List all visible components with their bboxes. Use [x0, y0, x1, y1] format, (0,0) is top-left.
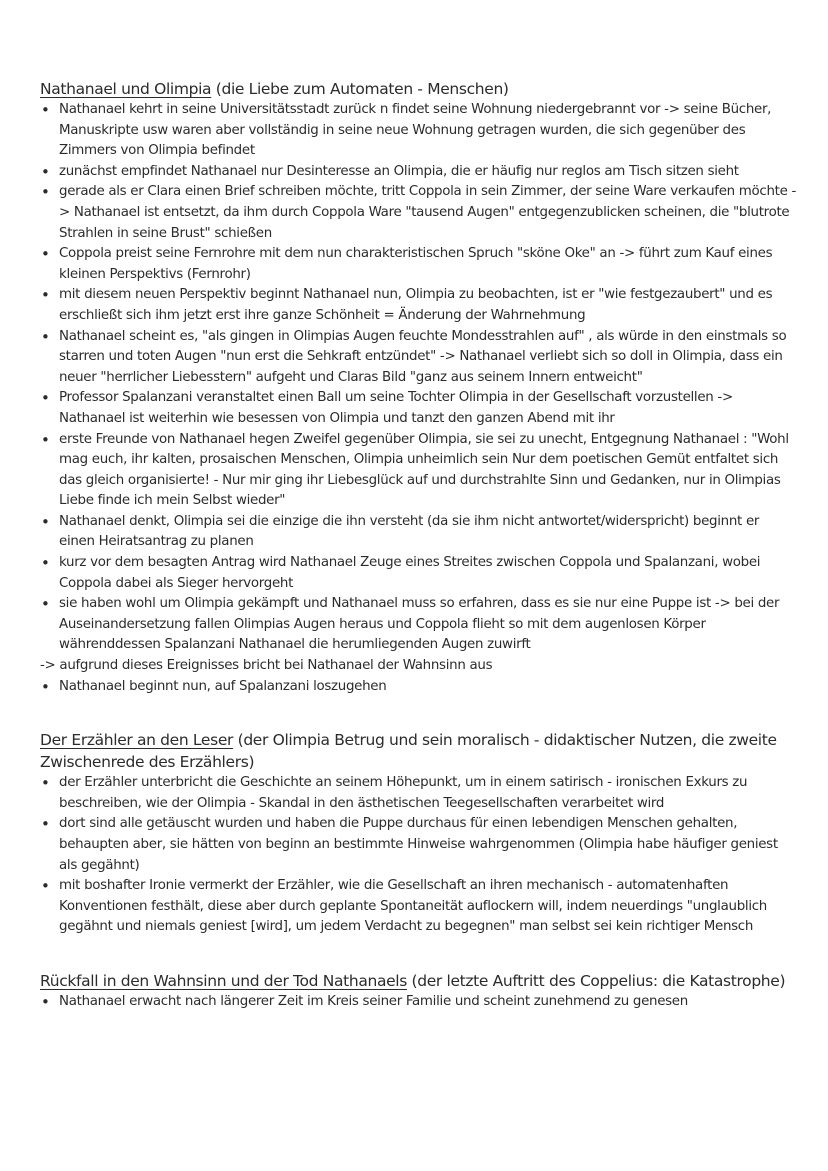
bullet-list — [40, 100, 798, 697]
section-title: Nathanael und Olimpia — [40, 80, 212, 98]
list-item: • Coppola preist seine Fernrohre mit dem nun charakteristischen Spruch "sköne Oke" an -> führt zum Kauf eines kleinen Perspektivs (Fernrohr) — [40, 244, 798, 285]
section-title: Der Erzähler an den Leser — [40, 731, 234, 750]
section-heading — [40, 970, 798, 992]
section-subtitle: (die Liebe zum Automaten - Menschen) — [211, 80, 509, 98]
list-item: • erste Freunde von Nathanael hegen Zweifel gegenüber Olimpia, sie sei zu unecht, Entgegnung Nathanael : "Wohl mag euch, ihr kalten, prosaischen Menschen, Olimpia unheimlich sein Nur dem poetischen Gemüt entfaltet sich das gleich organisierte! - Nur mir ging ihr Liebesglück auf und durchstrahlte Sinn und Gedanken, nur in Olimpias Liebe finde ich mein Selbst wieder" — [40, 430, 798, 512]
list-item: • Nathanael denkt, Olimpia sei die einzige die ihn versteht (da sie ihm nicht antwortet/widerspricht) beginnt er einen Heiratsantrag zu planen — [40, 512, 798, 553]
section-erzaehler-leser — [40, 729, 798, 938]
list-item: • kurz vor dem besagten Antrag wird Nathanael Zeuge eines Streites zwischen Coppola und Spalanzani, wobei Coppola dabei als Sieger hervorgeht — [40, 553, 798, 594]
list-item: • gerade als er Clara einen Brief schreiben möchte, tritt Coppola in sein Zimmer, der seine Ware verkaufen möchte -> Nathanael ist entsetzt, da ihm durch Coppola Ware "tausend Augen" entgegenzublicken scheinen, die "blutrote Strahlen in seine Brust" schießen — [40, 182, 798, 244]
bullet-list — [40, 992, 798, 1013]
section-nathanael-olimpia — [40, 78, 798, 697]
arrow-note: -> aufgrund dieses Ereignisses bricht bei Nathanael der Wahnsinn aus — [40, 658, 493, 674]
list-item: • dort sind alle getäuscht wurden und haben die Puppe durchaus für einen lebendigen Menschen gehalten, behaupten aber, sie hätten von beginn an bestimmte Hinweise wahrgenommen (Olimpia habe häufiger geniest als gegähnt) — [40, 814, 798, 876]
list-item: • mit boshafter Ironie vermerkt der Erzähler, wie die Gesellschaft an ihren mechanisch - automatenhaften Konventionen festhält, diese aber durch geplante Spontaneität auflockern will, indem neuerdings "unglaublich gegähnt und niemals geniest [wird], um jedem Verdacht zu begegnen" man selbst sei kein richtiger Mensch — [40, 876, 798, 938]
section-subtitle: (der letzte Auftritt des Coppelius: die Katastrophe) — [406, 971, 786, 990]
section-subtitle: (der Olimpia Betrug und sein moralisch - didaktischer Nutzen, die zweite Zwischenrede des Erzählers) — [40, 731, 777, 772]
list-item: • Professor Spalanzani veranstaltet einen Ball um seine Tochter Olimpia in der Gesellschaft vorzustellen -> Nathanael ist weiterhin wie besessen von Olimpia und tanzt den ganzen Abend mit ihr — [40, 388, 798, 429]
list-item: • der Erzähler unterbricht die Geschichte an seinem Höhepunkt, um in einem satirisch - ironischen Exkurs zu beschreiben, wie der Olimpia - Skandal in den ästhetischen Teegesellschaften verarbeitet wird — [40, 773, 798, 814]
section-title: Rückfall in den Wahnsinn und der Tod Nathanaels — [40, 971, 407, 990]
list-item: • Nathanael beginnt nun, auf Spalanzani loszugehen — [40, 677, 798, 698]
list-item: • mit diesem neuen Perspektiv beginnt Nathanael nun, Olimpia zu beobachten, ist er "wie festgezaubert" und es erschließt sich ihm jetzt erst ihre ganze Schönheit = Änderung der Wahrnehmung — [40, 285, 798, 326]
bullet-list — [40, 773, 798, 938]
section-rueckfall-wahnsinn — [40, 970, 798, 1013]
section-heading — [40, 78, 798, 100]
list-item: • sie haben wohl um Olimpia gekämpft und Nathanael muss so erfahren, dass es sie nur eine Puppe ist -> bei der Auseinandersetzung fallen Olimpias Augen heraus und Coppola flieht so mit dem augenlosen Körper währenddessen Spalanzani Nathanael die herumliegenden Augen zuwirft — [40, 594, 798, 656]
list-item: • Nathanael erwacht nach längerer Zeit im Kreis seiner Familie und scheint zunehmend zu genesen — [40, 992, 798, 1013]
list-item: • Nathanael scheint es, "als gingen in Olimpias Augen feuchte Mondesstrahlen auf" , als würde in den einstmals so starren und toten Augen "nun erst die Sehkraft entzündet" -> Nathanael verliebt sich so doll in Olimpia, dass ein neuer "herrlicher Liebesstern" aufgeht und Claras Bild "ganz aus seinem Innern entweicht" — [40, 327, 798, 389]
list-item: • zunächst empfindet Nathanael nur Desinteresse an Olimpia, die er häufig nur reglos am Tisch sitzen sieht — [40, 162, 798, 183]
section-heading — [40, 729, 798, 773]
list-item: • Nathanael kehrt in seine Universitätsstadt zurück n findet seine Wohnung niedergebrannt vor -> seine Bücher, Manuskripte usw waren aber vollständig in seine neue Wohnung getragen wurden, die sich gegenüber des Zimmers von Olimpia befindet — [40, 100, 798, 162]
